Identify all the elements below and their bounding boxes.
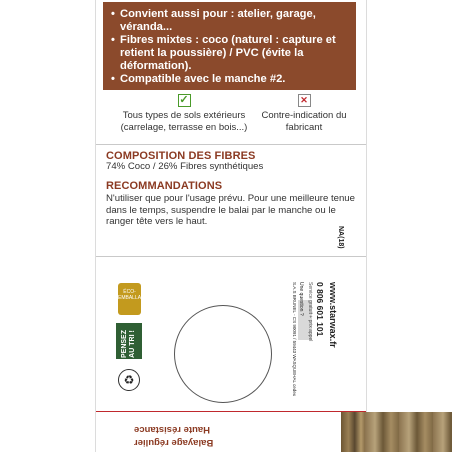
usage-allowed	[114, 94, 254, 134]
usage-forbidden	[256, 94, 352, 134]
recycle-icon: ♻	[118, 369, 140, 391]
packaging-logo-text: ÉCO-EMBALLAGE	[118, 289, 149, 301]
product-code: NA(18)	[337, 226, 344, 249]
feature-item: • Compatible avec le manche #2.	[111, 73, 350, 86]
features-box	[103, 2, 356, 90]
wood-photo-extension	[365, 412, 452, 452]
phone-text: 0 806 601 101	[315, 282, 325, 337]
back-panel	[96, 256, 366, 411]
service-text: Une question ?	[298, 282, 304, 316]
cross-icon: ✕	[298, 94, 311, 107]
check-icon: ✓	[179, 94, 189, 106]
composition-text: 74% Coco / 26% Fibres synthétiques	[106, 161, 264, 172]
divider	[96, 144, 366, 145]
recommendations-title: RECOMMANDATIONS	[106, 180, 223, 192]
usage-allowed-label: Tous types de sols extérieurs (carrelage, terrasse en bois...)	[120, 110, 248, 133]
recommendations-text: N'utiliser que pour l'usage prévu. Pour une meilleure tenue dans le temps, suspendre le balai par le manche ou le ranger tête vers le haut.	[106, 193, 355, 227]
usage-forbidden-label: Contre-indication du fabricant	[261, 110, 347, 133]
bottom-title-2: Balayage régulier	[134, 437, 214, 448]
product-card	[95, 0, 367, 452]
feature-item: • Fibres mixtes : coco (naturel : capture et retient la poussière) / PVC (évite la déformation).	[111, 34, 350, 73]
hang-hole	[174, 305, 272, 403]
website-text: www.starwax.fr	[328, 282, 338, 348]
wood-photo	[341, 412, 366, 452]
feature-item: • Convient aussi pour : atelier, garage, véranda...	[111, 8, 350, 34]
sorting-logo-text: PENSEZ AU TRI !	[121, 330, 136, 359]
features-list	[103, 2, 356, 86]
company-text: S.A.S BRUNEL - CS 90091 / 59443 WASQUEHAL cedex	[292, 282, 297, 397]
sorting-logo	[116, 323, 142, 359]
divider-red	[96, 411, 366, 412]
packaging-logo	[118, 283, 149, 315]
bottom-title-1: Haute résistance	[134, 424, 211, 435]
phone-note: Service gratuit + prix appel	[307, 282, 313, 342]
composition-title: COMPOSITION DES FIBRES	[106, 150, 256, 162]
